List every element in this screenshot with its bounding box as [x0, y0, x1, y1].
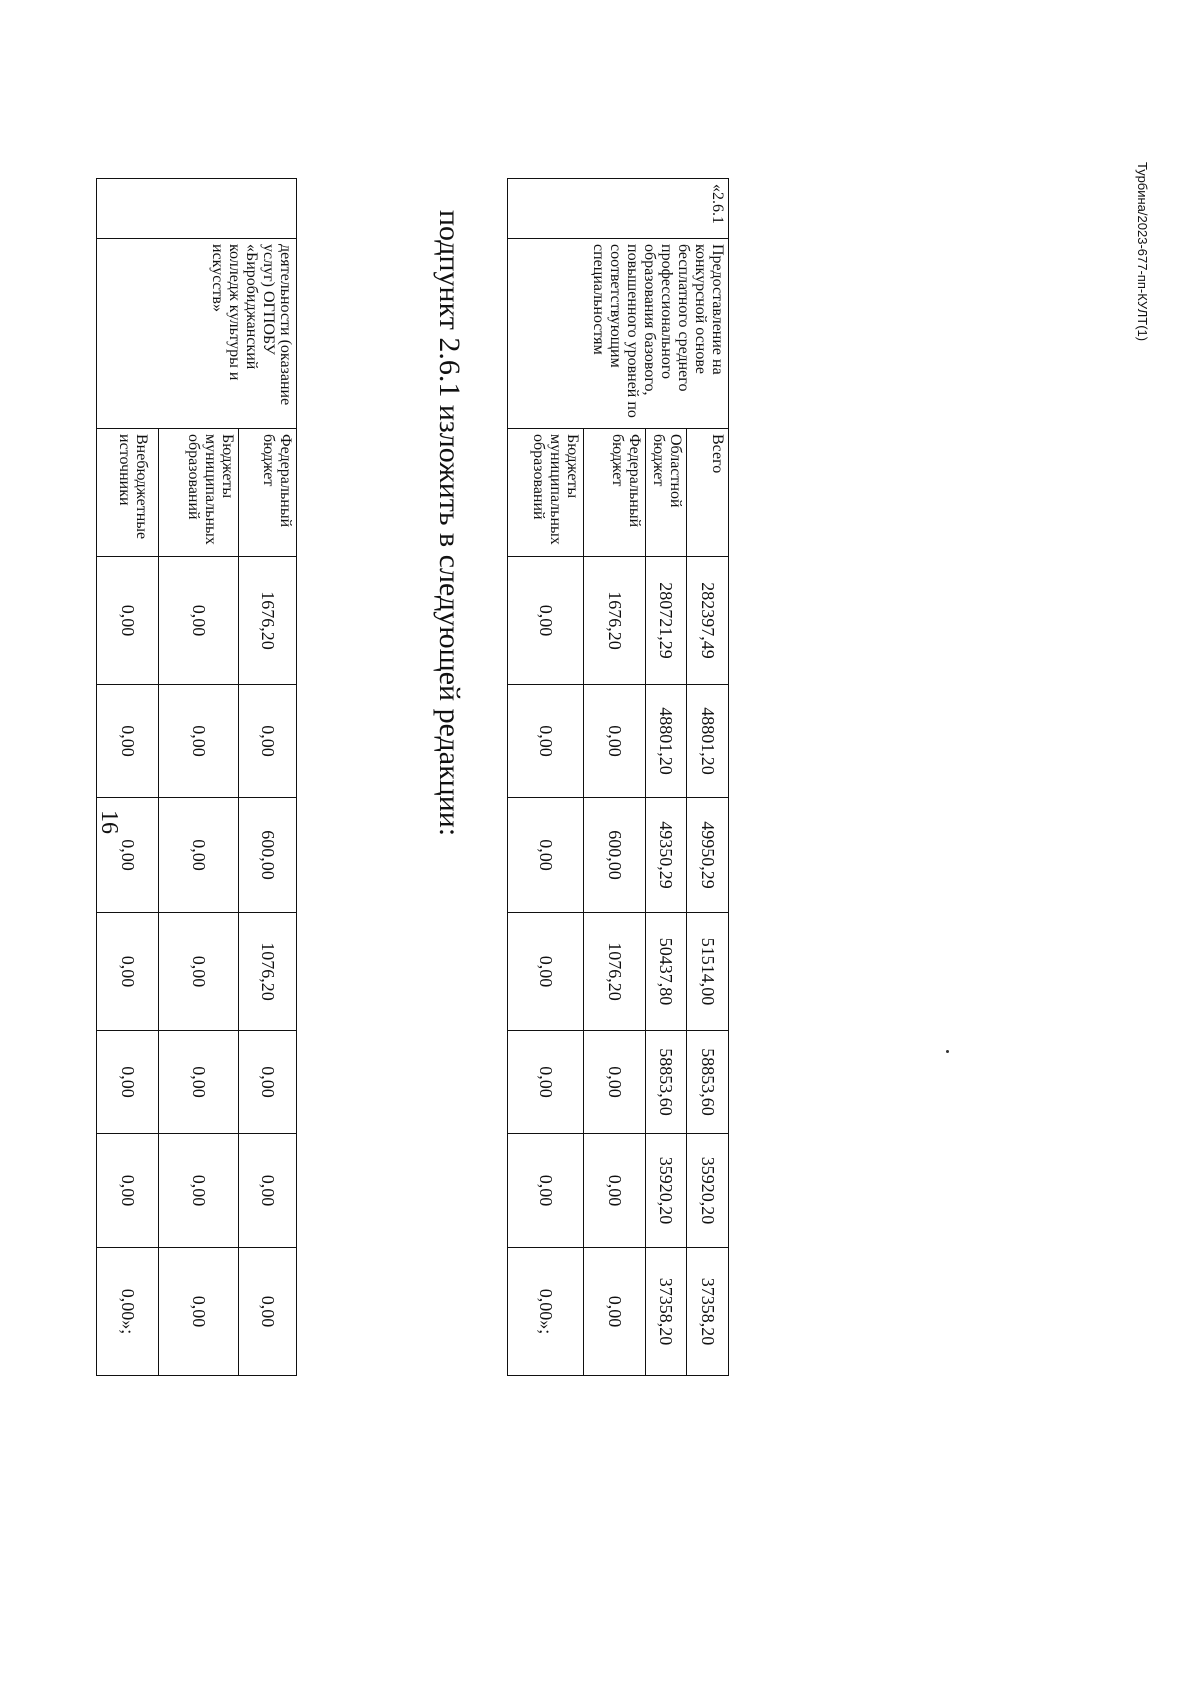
value-cell: 37358,20	[687, 1248, 729, 1376]
value-cell: 48801,20	[687, 685, 729, 798]
value-cell: 0,00	[159, 913, 239, 1031]
value-cell: 0,00	[97, 557, 159, 685]
value-cell: 0,00	[159, 798, 239, 913]
value-cell: 1676,20	[239, 557, 297, 685]
row-number	[97, 179, 297, 239]
table-row	[239, 179, 297, 1376]
value-cell: 0,00	[584, 685, 646, 798]
value-cell: 282397,49	[687, 557, 729, 685]
value-cell: 0,00	[584, 1031, 646, 1134]
value-cell: 35920,20	[646, 1134, 687, 1248]
value-cell: 0,00»;	[97, 1248, 159, 1376]
activity-name: деятельности (оказание услуг) ОГПОБУ «Биробиджанский колледж культуры и искусств»	[97, 239, 297, 429]
value-cell: 58853,60	[646, 1031, 687, 1134]
value-cell: 0,00	[239, 685, 297, 798]
value-cell: 51514,00	[687, 913, 729, 1031]
value-cell: 0,00	[159, 1031, 239, 1134]
value-cell: 37358,20	[646, 1248, 687, 1376]
value-cell: 0,00	[508, 913, 584, 1031]
table-row	[687, 179, 729, 1376]
document-code: Турбина/2023-677-пп-КУЛТ(1)	[1135, 162, 1150, 342]
funding-source: Областной бюджет	[646, 429, 687, 557]
value-cell: 1676,20	[584, 557, 646, 685]
value-cell: 0,00	[97, 1134, 159, 1248]
value-cell: 1076,20	[584, 913, 646, 1031]
value-cell: 0,00	[97, 1031, 159, 1134]
value-cell: 0,00	[159, 557, 239, 685]
subsection-heading: подпункт 2.6.1 изложить в следующей редакции:	[433, 210, 466, 837]
row-number: «2.6.1	[508, 179, 729, 239]
value-cell: 0,00	[508, 1031, 584, 1134]
funding-source: Федеральный бюджет	[584, 429, 646, 557]
value-cell: 0,00	[508, 685, 584, 798]
value-cell: 49350,29	[646, 798, 687, 913]
value-cell: 0,00	[508, 557, 584, 685]
value-cell: 35920,20	[687, 1134, 729, 1248]
funding-table-continued	[96, 178, 297, 1376]
value-cell: 0,00	[159, 685, 239, 798]
funding-source: Всего	[687, 429, 729, 557]
funding-source: Внебюджетные источники	[97, 429, 159, 557]
value-cell: 49950,29	[687, 798, 729, 913]
value-cell: 0,00	[159, 1248, 239, 1376]
value-cell: 0,00	[508, 1134, 584, 1248]
value-cell: 50437,80	[646, 913, 687, 1031]
value-cell: 0,00	[97, 913, 159, 1031]
value-cell: 0,00	[159, 1134, 239, 1248]
page-number: 16	[96, 810, 122, 834]
scan-speck	[946, 1050, 949, 1053]
value-cell: 0,00	[239, 1248, 297, 1376]
value-cell: 58853,60	[687, 1031, 729, 1134]
funding-table-new	[507, 178, 729, 1376]
value-cell: 0,00	[239, 1031, 297, 1134]
activity-name: Предоставление на конкурсной основе бесплатного среднего профессионального образования базового, повышенного уровней по соответствующим специальностям	[508, 239, 729, 429]
funding-source: Бюджеты муниципальных образований	[159, 429, 239, 557]
value-cell: 0,00	[508, 798, 584, 913]
value-cell: 0,00	[97, 798, 159, 913]
value-cell: 0,00»;	[508, 1248, 584, 1376]
value-cell: 0,00	[584, 1248, 646, 1376]
value-cell: 0,00	[239, 1134, 297, 1248]
value-cell: 280721,29	[646, 557, 687, 685]
value-cell: 0,00	[584, 1134, 646, 1248]
value-cell: 0,00	[97, 685, 159, 798]
funding-source: Федеральный бюджет	[239, 429, 297, 557]
value-cell: 600,00	[584, 798, 646, 913]
funding-source: Бюджеты муниципальных образований	[508, 429, 584, 557]
value-cell: 48801,20	[646, 685, 687, 798]
value-cell: 600,00	[239, 798, 297, 913]
value-cell: 1076,20	[239, 913, 297, 1031]
